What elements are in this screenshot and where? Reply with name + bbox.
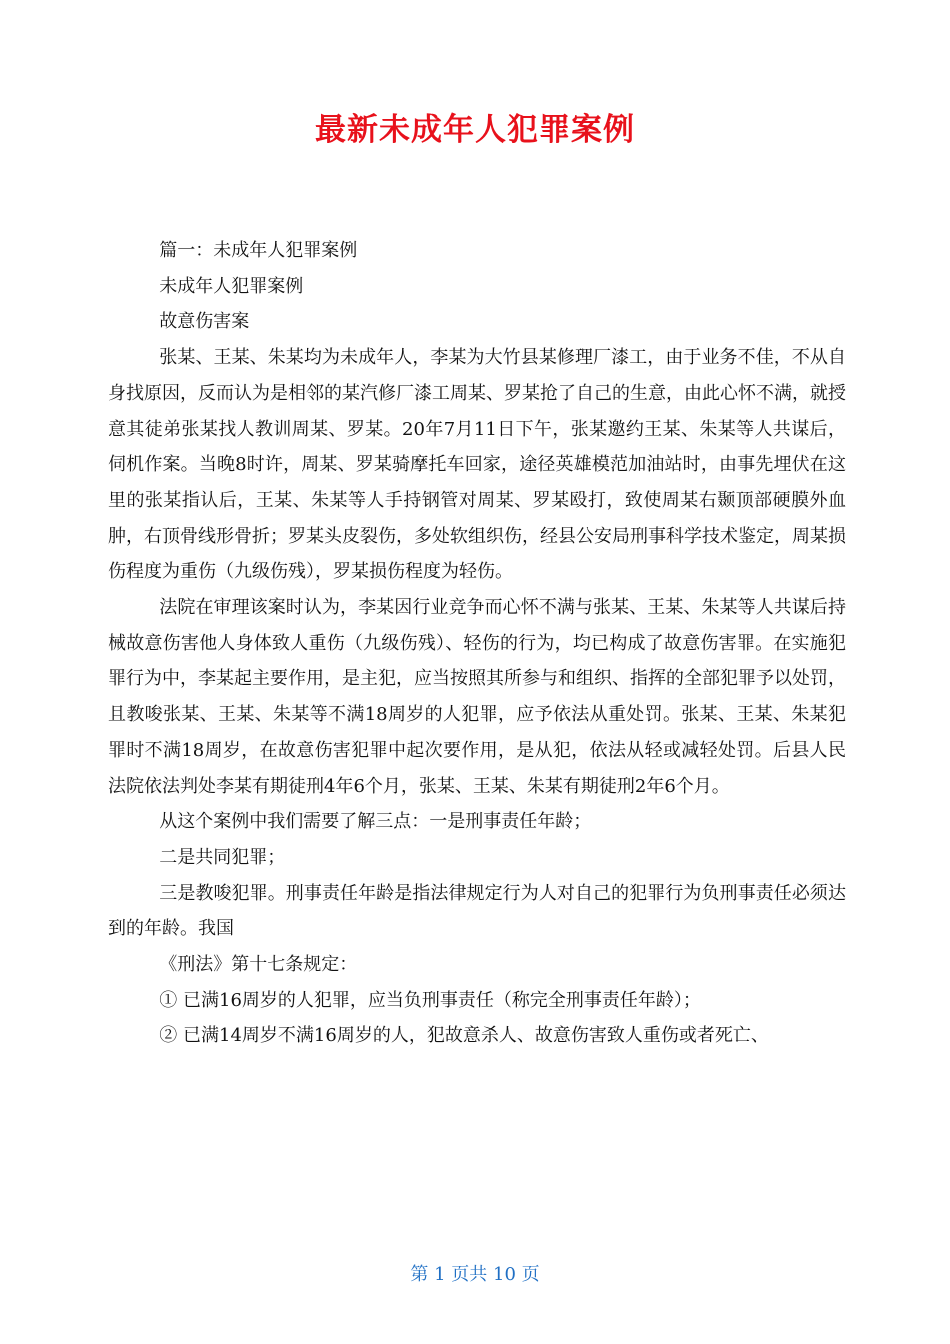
lesson-point-3: 三是教唆犯罪。刑事责任年龄是指法律规定行为人对自己的犯罪行为负刑事责任必须达到的年龄。我国 [108,882,846,940]
document-body [108,233,846,1054]
law-citation: 《刑法》第十七条规定： [159,954,358,976]
subheading: 未成年人犯罪案例 [159,275,304,297]
law-clause-2: ② 已满14周岁不满16周岁的人，犯故意杀人、故意伤害致人重伤或者死亡、 [159,1025,769,1047]
case-name: 故意伤害案 [159,311,250,333]
court-ruling-paragraph: 法院在审理该案时认为，李某因行业竞争而心怀不满与张某、王某、朱某等人共谋后持械故意伤害他人身体致人重伤（九级伤残）、轻伤的行为，均已构成了故意伤害罪。在实施犯罪行为中，李某起主要作用，是主犯，应当按照其所参与和组织、指挥的全部犯罪予以处罚，且教唆张某、王某、朱某等不满18周岁的人犯罪，应予依法从重处罚。张某、王某、朱某犯罪时不满18周岁，在故意伤害犯罪中起次要作用，是从犯，依法从轻或减轻处罚。后县人民法院依法判处李某有期徒刑4年6个月，张某、王某、朱某有期徒刑2年6个月。 [108,597,846,797]
page-number-footer: 第 1 页共 10 页 [410,1264,540,1285]
lesson-point-2: 二是共同犯罪； [159,846,286,868]
section-heading: 篇一：未成年人犯罪案例 [159,240,358,261]
case-facts-paragraph: 张某、王某、朱某均为未成年人，李某为大竹县某修理厂漆工，由于业务不佳，不从自身找原因，反而认为是相邻的某汽修厂漆工周某、罗某抢了自己的生意，由此心怀不满，就授意其徒弟张某找人教训周某、罗某。20年7月11日下午，张某邀约王某、朱某等人共谋后，伺机作案。当晚8时许，周某、罗某骑摩托车回家，途径英雄模范加油站时，由事先埋伏在这里的张某指认后，王某、朱某等人手持钢管对周某、罗某殴打，致使周某右颞顶部硬膜外血肿，右顶骨线形骨折；罗某头皮裂伤，多处软组织伤，经县公安局刑事科学技术鉴定，周某损伤程度为重伤（九级伤残），罗某损伤程度为轻伤。 [108,347,846,583]
law-clause-1: ① 已满16周岁的人犯罪，应当负刑事责任（称完全刑事责任年龄）； [159,989,701,1011]
document-title: 最新未成年人犯罪案例 [315,112,635,148]
lesson-paragraph: 从这个案例中我们需要了解三点：一是刑事责任年龄； [159,811,592,833]
